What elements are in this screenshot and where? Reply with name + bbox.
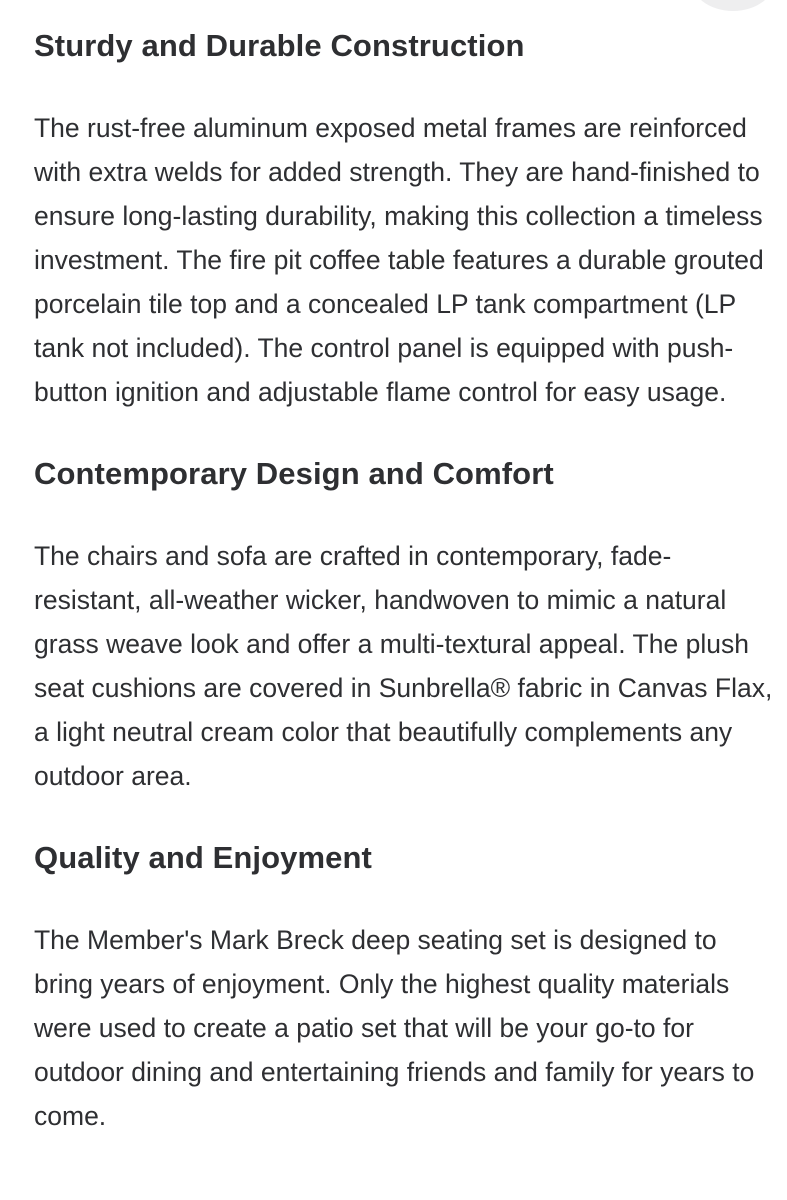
section-heading-construction: Sturdy and Durable Construction xyxy=(34,28,525,63)
section-heading-design: Contemporary Design and Comfort xyxy=(34,456,554,491)
section-body-quality: The Member's Mark Breck deep seating set is designed to bring years of enjoyment. Only the highest quality materials were used to create a patio set that will be your go-to for outdoor dining and entertaining friends and family for years to come. xyxy=(34,925,755,1131)
section-body-construction: The rust-free aluminum exposed metal frames are reinforced with extra welds for added strength. They are hand-finished to ensure long-lasting durability, making this collection a timeless investment. The fire pit coffee table features a durable grouted porcelain tile top and a concealed LP tank compartment (LP tank not included). The control panel is equipped with push-button ignition and adjustable flame control for easy usage. xyxy=(34,113,764,407)
corner-button-edge[interactable] xyxy=(690,0,776,11)
section-body-design: The chairs and sofa are crafted in contemporary, fade-resistant, all-weather wicker, handwoven to mimic a natural grass weave look and offer a multi-textural appeal. The plush seat cushions are covered in Sunbrella® fabric in Canvas Flax, a light neutral cream color that beautifully complements any outdoor area. xyxy=(34,541,773,791)
product-description xyxy=(34,26,774,1138)
section-heading-quality: Quality and Enjoyment xyxy=(34,840,372,875)
